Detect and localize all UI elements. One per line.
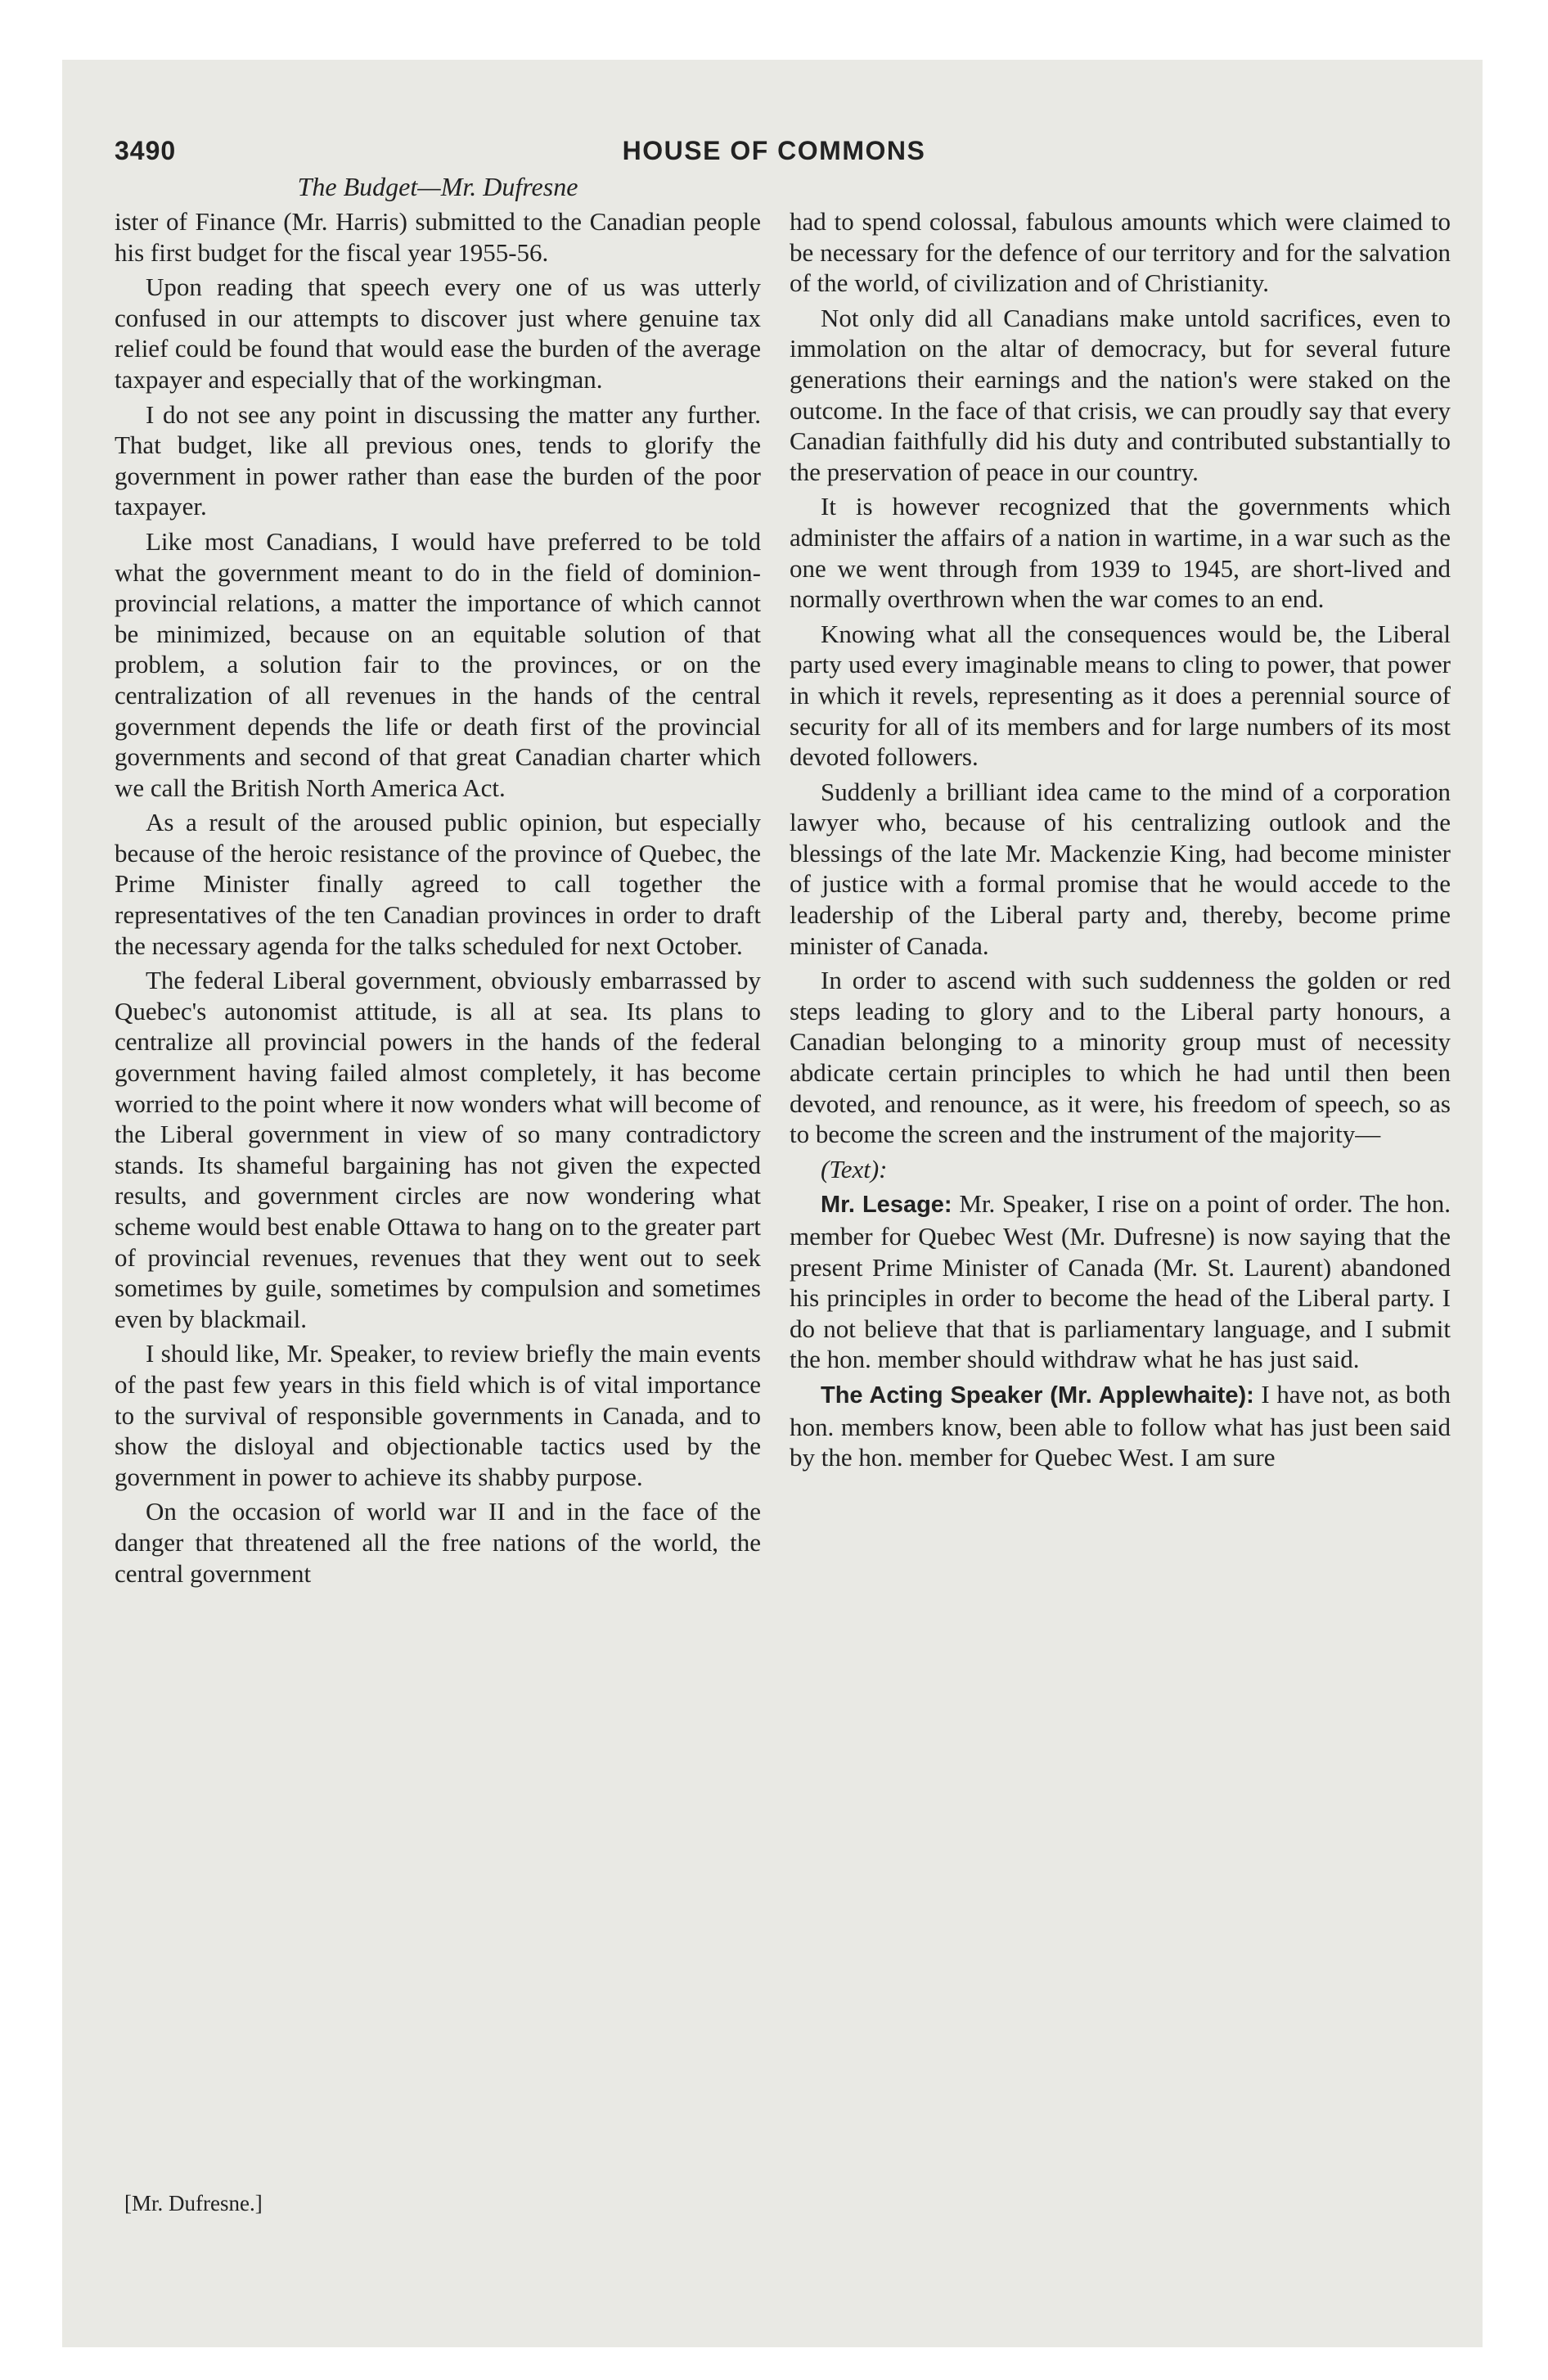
page-number: 3490 <box>115 136 177 165</box>
left-column <box>115 206 761 1593</box>
paragraph: It is however recognized that the governments which administer the affairs of a nation in wartime, in a war such as the one we went through from 1939 to 1945, are short-lived and normally overthrown when the war comes to an end. <box>790 492 1451 614</box>
speech-paragraph <box>790 1188 1451 1375</box>
paragraph: I should like, Mr. Speaker, to review briefly the main events of the past few years in this field which is of vital importance to the survival of responsible governments in Canada, and to show the disloyal and objectionable tactics used by the government in power to achieve its shabby purpose. <box>115 1339 761 1491</box>
paragraph: had to spend colossal, fabulous amounts which were claimed to be necessary for the defence of our territory and for the salvation of the world, of civilization and of Christianity. <box>790 207 1451 298</box>
speech-text: Mr. Speaker, I rise on a point of order. The hon. member for Quebec West (Mr. Dufresne) is now saying that the present Prime Minister of Canada (Mr. St. Laurent) abandoned his principles in order to become the head of the Liberal party. I do not believe that that is parliamentary language, and I submit the hon. member should withdraw what he has just said. <box>790 1189 1451 1374</box>
right-column <box>790 206 1451 1477</box>
paragraph: As a result of the aroused public opinion, but especially because of the heroic resistance of the province of Quebec, the Prime Minister finally agreed to call together the representatives of the ten Canadian provinces in order to draft the necessary agenda for the talks scheduled for next October. <box>115 808 761 960</box>
speaker-name: The Acting Speaker (Mr. Applewhaite): <box>821 1382 1254 1409</box>
paragraph: Like most Canadians, I would have preferred to be told what the government meant to do in the field of dominion-provincial relations, a matter the importance of which cannot be minimized, because on an equitable solution of that problem, a solution fair to the provinces, or on the centralization of all revenues in the hands of the central government depends the life or death first of the provincial governments and second of that great Canadian charter which we call the British North America Act. <box>115 526 761 802</box>
speaker-footnote: [Mr. Dufresne.] <box>124 2191 263 2215</box>
paragraph: Suddenly a brilliant idea came to the mind of a corporation lawyer who, because of his centralizing outlook and the blessings of the late Mr. Mackenzie King, had become minister of justice with a formal promise that he would accede to the leadership of the Liberal party and, thereby, become prime minister of Canada. <box>790 777 1451 960</box>
speech-text: I have not, as both hon. members know, been able to follow what has just been said by the hon. member for Quebec West. I am sure <box>790 1379 1451 1472</box>
text-label: (Text): <box>821 1154 888 1183</box>
speaker-name: Mr. Lesage: <box>821 1192 952 1219</box>
paragraph: On the occasion of world war II and in the face of the danger that threatened all the free nations of the world, the central government <box>115 1497 761 1588</box>
paragraph: Knowing what all the consequences would be, the Liberal party used every imaginable means to cling to power, that power in which it revels, representing as it does a perennial source of security for all of its members and for large numbers of its most devoted followers. <box>790 619 1451 772</box>
paragraph: Not only did all Canadians make untold sacrifices, even to immolation on the altar of democracy, but for several future generations their earnings and the nation's were staked on the outcome. In the face of that crisis, we can proudly say that every Canadian faithfully did his duty and contributed substantially to the preservation of peace in our country. <box>790 303 1451 486</box>
paragraph: Upon reading that speech every one of us was utterly confused in our attempts to discover just where genuine tax relief could be found that would ease the burden of the average taxpayer and especially that of the workingman. <box>115 273 761 394</box>
paragraph: The federal Liberal government, obviously embarrassed by Quebec's autonomist attitude, is all at sea. Its plans to centralize all provincial powers in the hands of the federal government having failed almost completely, it has become worried to the point where it now wonders what will become of the Liberal government in view of so many contradictory stands. Its shameful bargaining has not given the expected results, and government circles are now wondering what scheme would best enable Ottawa to hang on to the greater part of provincial revenues, revenues that they went out to seek sometimes by guile, sometimes by compulsion and sometimes even by blackmail. <box>115 966 761 1333</box>
page-title: HOUSE OF COMMONS <box>622 136 926 165</box>
paragraph: I do not see any point in discussing the matter any further. That budget, like all previous ones, tends to glorify the government in power rather than ease the burden of the poor taxpayer. <box>115 399 761 521</box>
paragraph: ister of Finance (Mr. Harris) submitted to the Canadian people his first budget for the fiscal year 1955-56. <box>115 207 761 267</box>
paragraph: In order to ascend with such suddenness the golden or red steps leading to glory and to the Liberal party honours, a Canadian belonging to a minority group must of necessity abdicate certain principles to which he had until then been devoted, and renounce, as it were, his freedom of speech, so as to become the screen and the instrument of the majority— <box>790 966 1451 1149</box>
speech-paragraph <box>790 1379 1451 1473</box>
running-head: The Budget—Mr. Dufresne <box>297 172 578 201</box>
